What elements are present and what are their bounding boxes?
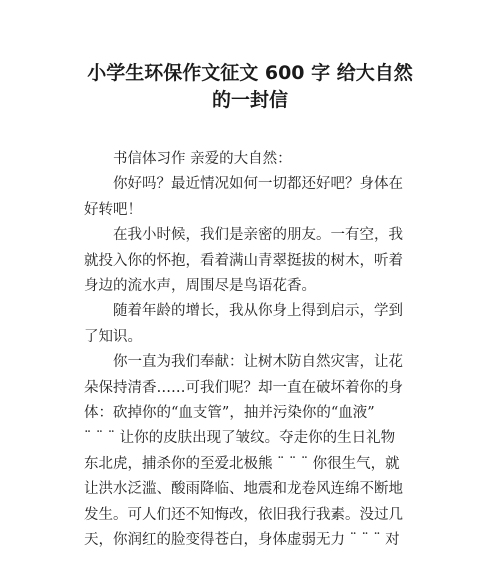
text-line: 随着年龄的增长，我从你身上得到启示，学到 [113,303,403,320]
text-line: ¨ ¨ ¨ 让你的皮肤出现了皱纹。夺走你的生日礼物 [84,430,396,447]
body-paragraph [84,172,416,223]
body-paragraph [84,299,416,350]
title-line: 的一封信 [211,89,288,111]
text-line: 书信体习作 亲爱的大自然： [113,151,292,167]
text-line: 让洪水泛滥、酸雨降临、地震和龙卷风连绵不断地 [84,481,403,498]
text-line: 朵保持清香……可我们呢？却一直在破坏着你的身 [84,379,403,396]
text-line: 体：砍掉你的“血支管”，抽并污染你的“血液” [84,405,375,422]
text-line: 在我小时候，我们是亲密的朋友。一有空，我 [113,227,403,244]
body-paragraph [84,223,416,299]
body-paragraph [84,350,416,553]
text-line: 你一直为我们奉献：让树木防自然灾害，让花 [113,354,403,371]
text-line: 天，你润红的脸变得苍白，身体虚弱无力 ¨ ¨ ¨ 对 [84,532,400,549]
title-line: 小学生环保作文征文 600 字 给大自然 [87,62,413,84]
greeting-paragraph [84,147,416,172]
text-line: 好转吧！ [84,201,142,218]
text-line: 东北虎，捕杀你的至爱北极熊 ¨ ¨ ¨ 你很生气，就 [84,455,400,472]
document-title [60,60,440,114]
letter-body [84,147,416,554]
text-line: 发生。可人们还不知悔改，依旧我行我素。没过几 [84,506,403,523]
text-line: 了知识。 [84,328,142,345]
text-line: 就投入你的怀抱，看着满山青翠挺拔的树木，听着 [84,252,403,269]
text-line: 身边的流水声，周围尽是鸟语花香。 [84,278,316,295]
text-line: 你好吗？最近情况如何一切都还好吧？身体在 [113,176,403,193]
